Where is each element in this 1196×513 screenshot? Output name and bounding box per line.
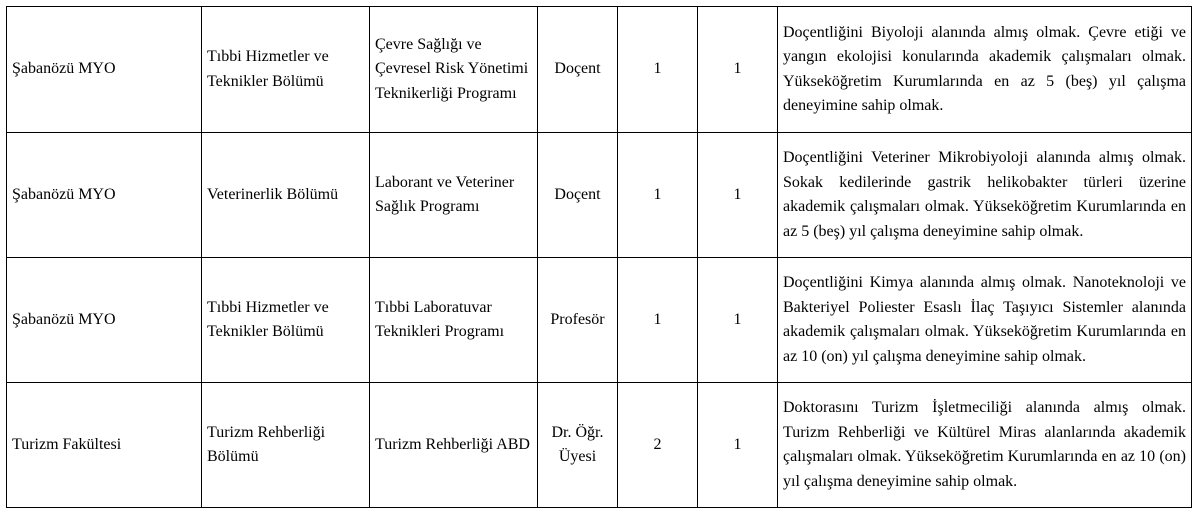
table-row [7, 258, 1192, 383]
department-cell: Tıbbi Hizmetler ve Teknikler Bölümü [202, 7, 370, 133]
program-cell: Turizm Rehberliği ABD [370, 383, 538, 508]
academic-positions-table [6, 6, 1192, 508]
degree-level-cell: 1 [698, 383, 778, 508]
title-cell: Doçent [538, 7, 618, 133]
table-row [7, 133, 1192, 258]
table-row [7, 7, 1192, 133]
department-cell: Tıbbi Hizmetler ve Teknikler Bölümü [202, 258, 370, 383]
requirements-cell [778, 258, 1192, 383]
title-cell: Doçent [538, 133, 618, 258]
requirements-cell [778, 383, 1192, 508]
count-cell: 1 [618, 7, 698, 133]
title-cell: Dr. Öğr. Üyesi [538, 383, 618, 508]
unit-cell: Şabanözü MYO [7, 7, 202, 133]
requirements-text: Doçentliğini Biyoloji alanında almış olmak. Çevre etiği ve yangın ekolojisi konularında akademik çalışmaları olmak. Yükseköğretim Kurumlarında en az 5 (beş) yıl çalışma deneyimine sahip olmak. [783, 23, 1186, 114]
program-cell: Laborant ve Veteriner Sağlık Programı [370, 133, 538, 258]
count-cell: 1 [618, 133, 698, 258]
degree-level-cell: 1 [698, 7, 778, 133]
department-cell: Veterinerlik Bölümü [202, 133, 370, 258]
unit-cell: Şabanözü MYO [7, 258, 202, 383]
program-cell: Tıbbi Laboratuvar Teknikleri Programı [370, 258, 538, 383]
degree-level-cell: 1 [698, 133, 778, 258]
unit-cell: Şabanözü MYO [7, 133, 202, 258]
degree-level-cell: 1 [698, 258, 778, 383]
requirements-cell [778, 7, 1192, 133]
program-cell: Çevre Sağlığı ve Çevresel Risk Yönetimi Teknikerliği Programı [370, 7, 538, 133]
unit-cell: Turizm Fakültesi [7, 383, 202, 508]
count-cell: 2 [618, 383, 698, 508]
requirements-text: Doktorasını Turizm İşletmeciliği alanında almış olmak. Turizm Rehberliği ve Kültürel Miras alanlarında akademik çalışmaları olmak. Yükseköğretim Kurumlarında en az 10 (on) yıl çalışma deneyimine sahip olmak. [783, 399, 1186, 490]
count-cell: 1 [618, 258, 698, 383]
title-cell: Profesör [538, 258, 618, 383]
requirements-cell [778, 133, 1192, 258]
table-row [7, 383, 1192, 508]
department-cell: Turizm Rehberliği Bölümü [202, 383, 370, 508]
requirements-text: Doçentliğini Kimya alanında almış olmak. Nanoteknoloji ve Bakteriyel Poliester Esaslı İlaç Taşıyıcı Sistemler alanında akademik çalışmaları olmak. Yükseköğretim Kurumlarında en az 10 (on) yıl çalışma deneyimine sahip olmak. [783, 274, 1186, 365]
requirements-text: Doçentliğini Veteriner Mikrobiyoloji alanında almış olmak. Sokak kedilerinde gastrik helikobakter türleri üzerine akademik çalışmaları olmak. Yükseköğretim Kurumlarında en az 5 (beş) yıl çalışma deneyimine sahip olmak. [783, 149, 1186, 240]
